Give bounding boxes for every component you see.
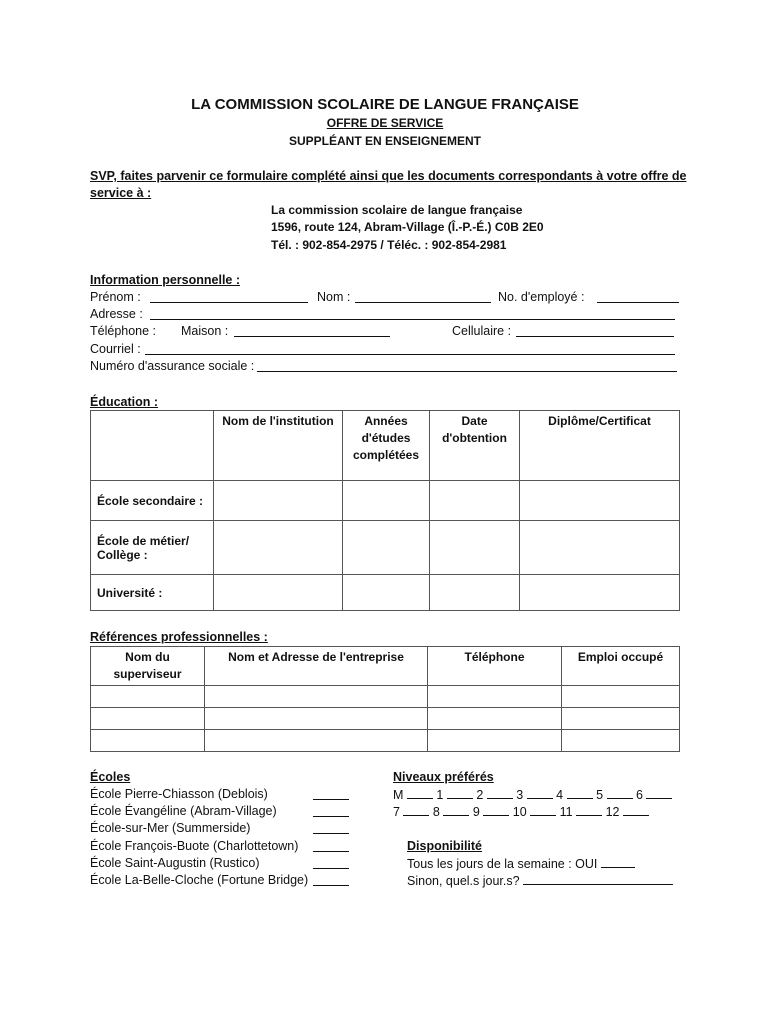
education-cell[interactable] <box>520 481 680 521</box>
schools-heading: Écoles <box>90 770 131 784</box>
reference-cell[interactable] <box>205 730 428 752</box>
school-item: École Évangéline (Abram-Village) <box>90 804 277 818</box>
prenom-label: Prénom : <box>90 290 141 304</box>
education-cell[interactable] <box>343 481 430 521</box>
levels-row-1 <box>393 787 672 802</box>
level-field[interactable] <box>483 804 509 816</box>
reference-cell[interactable] <box>205 686 428 708</box>
level-field[interactable] <box>567 787 593 799</box>
annees-line-3: complétées <box>352 448 420 462</box>
school-choice-field[interactable] <box>313 874 349 886</box>
education-cell[interactable] <box>343 575 430 611</box>
reference-cell[interactable] <box>562 730 680 752</box>
education-col-date <box>430 411 520 481</box>
levels-row-2 <box>393 804 649 819</box>
school-choice-field[interactable] <box>313 840 349 852</box>
level-label: 4 <box>556 788 564 802</box>
level-field[interactable] <box>403 804 429 816</box>
references-col-telephone: Téléphone <box>428 647 562 686</box>
instructions-line-1: SVP, faites parvenir ce formulaire complété ainsi que les documents correspondants à votre offre de <box>90 169 687 183</box>
level-label: 10 <box>512 805 527 819</box>
references-col-superviseur <box>91 647 205 686</box>
level-label: 12 <box>605 805 620 819</box>
level-label: 8 <box>432 805 440 819</box>
nom-field[interactable] <box>355 291 491 303</box>
level-field[interactable] <box>530 804 556 816</box>
annees-line-2: d'études <box>361 431 411 445</box>
superviseur-line-1: Nom du <box>125 650 170 664</box>
school-item: École François-Buote (Charlottetown) <box>90 839 299 853</box>
school-item: École La-Belle-Cloche (Fortune Bridge) <box>90 873 309 887</box>
nas-field[interactable] <box>257 360 677 372</box>
education-col-annees <box>343 411 430 481</box>
reference-cell[interactable] <box>91 686 205 708</box>
reference-cell[interactable] <box>428 708 562 730</box>
level-field[interactable] <box>607 787 633 799</box>
education-cell[interactable] <box>520 521 680 575</box>
education-cell[interactable] <box>214 575 343 611</box>
reference-cell[interactable] <box>205 708 428 730</box>
education-cell[interactable] <box>430 575 520 611</box>
adresse-field[interactable] <box>150 308 675 320</box>
reference-cell[interactable] <box>428 686 562 708</box>
employe-field[interactable] <box>597 291 679 303</box>
school-item: École-sur-Mer (Summerside) <box>90 821 251 835</box>
education-col-diplome: Diplôme/Certificat <box>520 411 680 481</box>
school-choice-field[interactable] <box>313 805 349 817</box>
level-label: 9 <box>472 805 480 819</box>
level-label: 3 <box>516 788 524 802</box>
availability-which-days <box>407 873 673 888</box>
courriel-label: Courriel : <box>90 342 141 356</box>
instructions-line-2: service à : <box>90 186 152 200</box>
reference-cell[interactable] <box>562 686 680 708</box>
adresse-label: Adresse : <box>90 307 143 321</box>
cellulaire-label: Cellulaire : <box>452 324 512 338</box>
date-line-2: d'obtention <box>442 431 507 445</box>
reference-cell[interactable] <box>91 708 205 730</box>
availability-all-days <box>407 856 635 871</box>
address-line-2: 1596, route 124, Abram-Village (Î.-P.-É.) C0B 2E0 <box>271 220 544 234</box>
address-line-3: Tél. : 902-854-2975 / Téléc. : 902-854-2981 <box>271 238 507 252</box>
school-item: École Saint-Augustin (Rustico) <box>90 856 260 870</box>
level-label: 5 <box>596 788 604 802</box>
reference-cell[interactable] <box>562 708 680 730</box>
level-field[interactable] <box>576 804 602 816</box>
education-cell[interactable] <box>214 521 343 575</box>
education-cell[interactable] <box>430 521 520 575</box>
reference-cell[interactable] <box>91 730 205 752</box>
references-col-entreprise: Nom et Adresse de l'entreprise <box>205 647 428 686</box>
education-heading: Éducation : <box>90 395 159 409</box>
education-row-metier <box>91 521 214 575</box>
education-col-institution: Nom de l'institution <box>214 411 343 481</box>
school-choice-field[interactable] <box>313 788 349 800</box>
references-col-emploi: Emploi occupé <box>562 647 680 686</box>
level-label: M <box>393 788 404 802</box>
form-subtitle-suppleant: SUPPLÉANT EN ENSEIGNEMENT <box>288 134 482 148</box>
school-choice-field[interactable] <box>313 822 349 834</box>
level-label: 7 <box>393 805 400 819</box>
nom-label: Nom : <box>317 290 351 304</box>
courriel-field[interactable] <box>145 343 675 355</box>
annees-line-1: Années <box>364 414 408 428</box>
level-field[interactable] <box>646 787 672 799</box>
address-line-1: La commission scolaire de langue française <box>271 203 523 217</box>
personal-heading: Information personnelle : <box>90 273 241 287</box>
telephone-label: Téléphone : <box>90 324 157 338</box>
education-row-universite: Université : <box>91 575 214 611</box>
levels-heading: Niveaux préférés <box>393 770 494 784</box>
level-field[interactable] <box>487 787 513 799</box>
level-field[interactable] <box>447 787 473 799</box>
level-label: 1 <box>436 788 444 802</box>
reference-cell[interactable] <box>428 730 562 752</box>
availability-days-field[interactable] <box>523 873 673 885</box>
prenom-field[interactable] <box>150 291 308 303</box>
availability-which-days-label: Sinon, quel.s jour.s? <box>407 874 520 888</box>
education-table <box>90 410 680 611</box>
nas-label: Numéro d'assurance sociale : <box>90 359 255 373</box>
level-field[interactable] <box>527 787 553 799</box>
level-label: 2 <box>476 788 484 802</box>
education-row-secondaire: École secondaire : <box>91 481 214 521</box>
metier-line-2: Collège : <box>97 547 148 562</box>
education-corner-cell <box>91 411 214 481</box>
education-cell[interactable] <box>214 481 343 521</box>
school-choice-field[interactable] <box>313 857 349 869</box>
maison-label: Maison : <box>181 324 229 338</box>
references-table <box>90 646 680 752</box>
availability-heading: Disponibilité <box>407 839 482 853</box>
superviseur-line-2: superviseur <box>113 667 182 681</box>
cellulaire-field[interactable] <box>516 325 674 337</box>
level-field[interactable] <box>623 804 649 816</box>
school-item: École Pierre-Chiasson (Deblois) <box>90 787 268 801</box>
form-subtitle-offre: OFFRE DE SERVICE <box>326 116 444 130</box>
date-line-1: Date <box>461 414 488 428</box>
metier-line-1: École de métier/ <box>97 533 190 548</box>
education-cell[interactable] <box>520 575 680 611</box>
references-heading: Références professionnelles : <box>90 630 268 644</box>
maison-field[interactable] <box>234 325 390 337</box>
form-title: LA COMMISSION SCOLAIRE DE LANGUE FRANÇAISE <box>191 96 579 113</box>
availability-oui-field[interactable] <box>601 856 635 868</box>
level-field[interactable] <box>407 787 433 799</box>
level-label: 11 <box>559 805 573 819</box>
education-cell[interactable] <box>343 521 430 575</box>
level-label: 6 <box>636 788 643 802</box>
availability-all-days-label: Tous les jours de la semaine : OUI <box>407 857 598 871</box>
level-field[interactable] <box>443 804 469 816</box>
employe-label: No. d'employé : <box>498 290 585 304</box>
education-cell[interactable] <box>430 481 520 521</box>
